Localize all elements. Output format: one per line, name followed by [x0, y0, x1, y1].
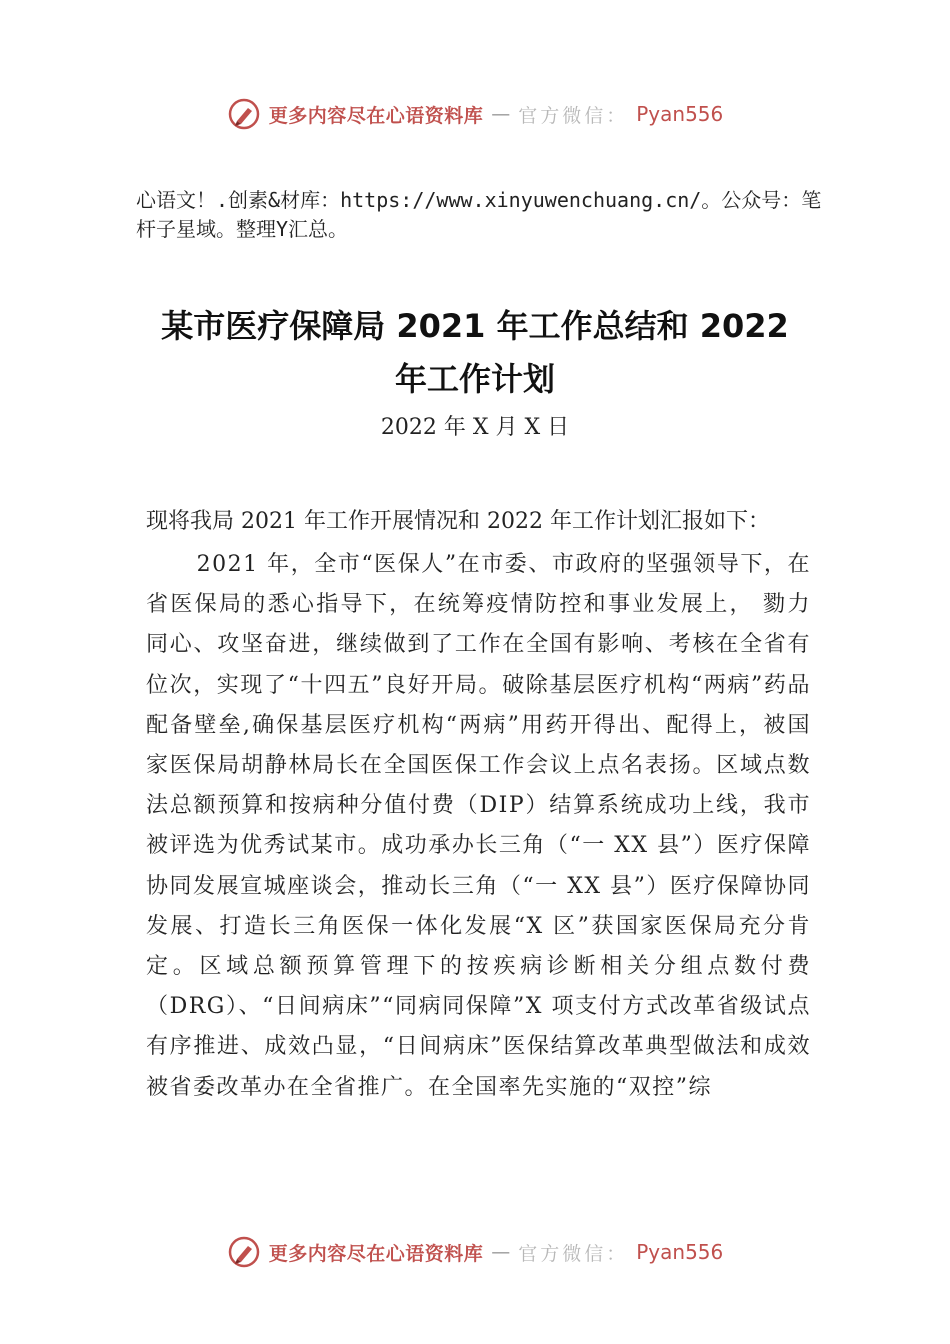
body-paragraph: 2021 年，全市“医保人”在市委、市政府的坚强领导下，在省医保局的悉心指导下，在统筹疫情防控和事业发展上， 勠力同心、攻坚奋进，继续做到了工作在全国有影响、考核在全省有位次，实现了“十四五”良好开局。破除基层医疗机构“两病”药品配备壁垒,确保基层医疗机构“两病”用药开得出、配得上，被国家医保局胡静林局长在全国医保工作会议上点名表扬。区域点数法总额预算和按病种分值付费（DIP）结算系统成功上线，我市被评选为优秀试某市。成功承办长三角（“一 XX 县”）医疗保障协同发展宣城座谈会，推动长三角（“一 XX 县”）医疗保障协同发展、打造长三角医保一体化发展“X 区”获国家医保局充分肯定。区域总额预算管理下的按疾病诊断相关分组点数付费（DRG）、“日间病床”“同病同保障”X 项支付方式改革省级试点有序推进、成效凸显，“日间病床”医保结算改革典型做法和成效被省委改革办在全省推广。在全国率先实施的“双控”综 — [146, 552, 811, 1100]
source-note: 心语文！.创素&材库：https://www.xinyuwenchuang.cn/。公众号：笔杆子星域。整理Y汇总。 — [136, 188, 822, 241]
banner-text: 更多内容尽在心语资料库 — [268, 104, 484, 127]
title-line-2: 年工作计划 — [394, 360, 555, 398]
banner-wechat-id: Pyan556 — [636, 102, 724, 126]
header-banner — [0, 94, 950, 134]
pen-nib-logo-icon — [227, 97, 261, 131]
title-line-1: 某市医疗保障局 2021 年工作总结和 2022 — [161, 307, 789, 345]
banner-separator: — — [491, 1241, 511, 1263]
banner-separator: — — [491, 103, 511, 125]
document-date: 2022 年 X 月 X 日 — [380, 415, 570, 440]
banner-wechat-id: Pyan556 — [636, 1240, 724, 1264]
intro-line: 现将我局 2021 年工作开展情况和 2022 年工作计划汇报如下： — [146, 509, 770, 534]
footer-banner — [0, 1232, 950, 1272]
document-title — [100, 300, 850, 406]
banner-text: 更多内容尽在心语资料库 — [268, 1242, 484, 1265]
pen-nib-logo-icon — [227, 1235, 261, 1269]
banner-wechat-label: 官方微信： — [518, 104, 629, 127]
banner-wechat-label: 官方微信： — [518, 1242, 629, 1265]
